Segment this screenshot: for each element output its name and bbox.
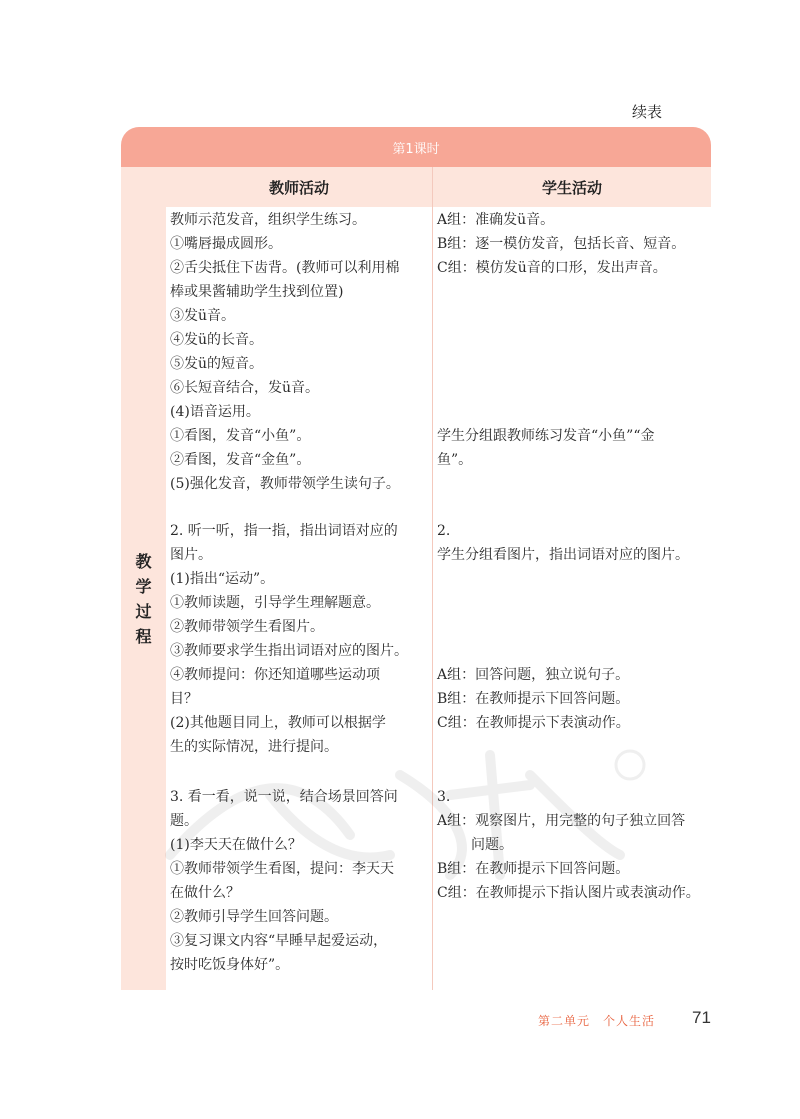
student-line: 2. — [437, 523, 451, 539]
student-line: 问题。 — [471, 837, 513, 853]
teacher-line: 3. 看一看，说一说，结合场景回答问 — [170, 789, 398, 805]
teacher-line: 棒或果酱辅助学生找到位置) — [170, 284, 344, 300]
student-line: A组：回答问题，独立说句子。 — [437, 667, 630, 683]
continued-label: 续表 — [632, 103, 663, 121]
teacher-line: (4)语音运用。 — [170, 404, 260, 420]
student-line: C组：在教师提示下表演动作。 — [437, 715, 630, 731]
lesson-title-band: 第1课时 — [121, 127, 711, 167]
corner-cell — [121, 167, 166, 207]
teacher-line: ②舌尖抵住下齿背。(教师可以利用棉 — [170, 260, 400, 276]
teacher-line: 按时吃饭身体好”。 — [170, 957, 290, 973]
student-line: 3. — [437, 789, 451, 805]
teacher-line: ②教师引导学生回答问题。 — [170, 909, 338, 925]
teacher-line: 题。 — [170, 813, 198, 829]
teacher-activity-header: 教师活动 — [166, 167, 432, 207]
teacher-line: ①教师带领学生看图，提问：李天天 — [170, 861, 394, 877]
student-line: B组：逐一模仿发音，包括长音、短音。 — [437, 236, 686, 252]
page-number: 71 — [692, 1008, 711, 1027]
teacher-line: 图片。 — [170, 547, 212, 563]
teacher-line: 目？ — [170, 691, 198, 707]
teacher-line: 2. 听一听，指一指，指出词语对应的 — [170, 523, 398, 539]
teacher-line: 教师示范发音，组织学生练习。 — [170, 212, 366, 228]
student-line: 学生分组跟教师练习发音“小鱼”“金 — [437, 428, 655, 444]
teacher-line: ③复习课文内容“早睡早起爱运动， — [170, 933, 388, 949]
teacher-line: (1)指出“运动”。 — [170, 571, 275, 587]
student-line: C组：模仿发ü音的口形，发出声音。 — [437, 260, 667, 276]
student-line: C组：在教师提示下指认图片或表演动作。 — [437, 885, 700, 901]
teacher-line: ②看图，发音“金鱼”。 — [170, 452, 311, 468]
teacher-line: ④发ü的长音。 — [170, 332, 264, 348]
teacher-line: 在做什么？ — [170, 885, 240, 901]
student-line: A组：准确发ü音。 — [437, 212, 555, 228]
teacher-line: (1)李天天在做什么？ — [170, 837, 302, 853]
student-line: 学生分组看图片，指出词语对应的图片。 — [437, 547, 689, 563]
student-line: A组：观察图片，用完整的句子独立回答 — [437, 813, 686, 829]
teacher-line: ③发ü音。 — [170, 308, 236, 324]
teacher-line: ③教师要求学生指出词语对应的图片。 — [170, 643, 408, 659]
student-activity-header: 学生活动 — [433, 167, 711, 207]
teacher-line: ⑤发ü的短音。 — [170, 356, 264, 372]
teacher-line: (5)强化发音，教师带领学生读句子。 — [170, 476, 400, 492]
student-line: B组：在教师提示下回答问题。 — [437, 691, 630, 707]
teacher-line: (2)其他题目同上，教师可以根据学 — [170, 715, 386, 731]
student-line: 鱼”。 — [437, 452, 473, 468]
teacher-line: ①看图，发音“小鱼”。 — [170, 428, 311, 444]
teacher-line: ⑥长短音结合，发ü音。 — [170, 380, 320, 396]
teaching-process-label: 教学过程 — [135, 551, 152, 646]
teacher-line: ①嘴唇撮成圆形。 — [170, 236, 282, 252]
unit-title-footer: 第二单元 个人生活 — [538, 1014, 656, 1028]
student-line: B组：在教师提示下回答问题。 — [437, 861, 630, 877]
teacher-line: ①教师读题，引导学生理解题意。 — [170, 595, 380, 611]
teacher-line: ④教师提问：你还知道哪些运动项 — [170, 667, 380, 683]
publisher-watermark-graphic — [150, 735, 650, 885]
teacher-line: 生的实际情况，进行提问。 — [170, 739, 338, 755]
teacher-line: ②教师带领学生看图片。 — [170, 619, 324, 635]
